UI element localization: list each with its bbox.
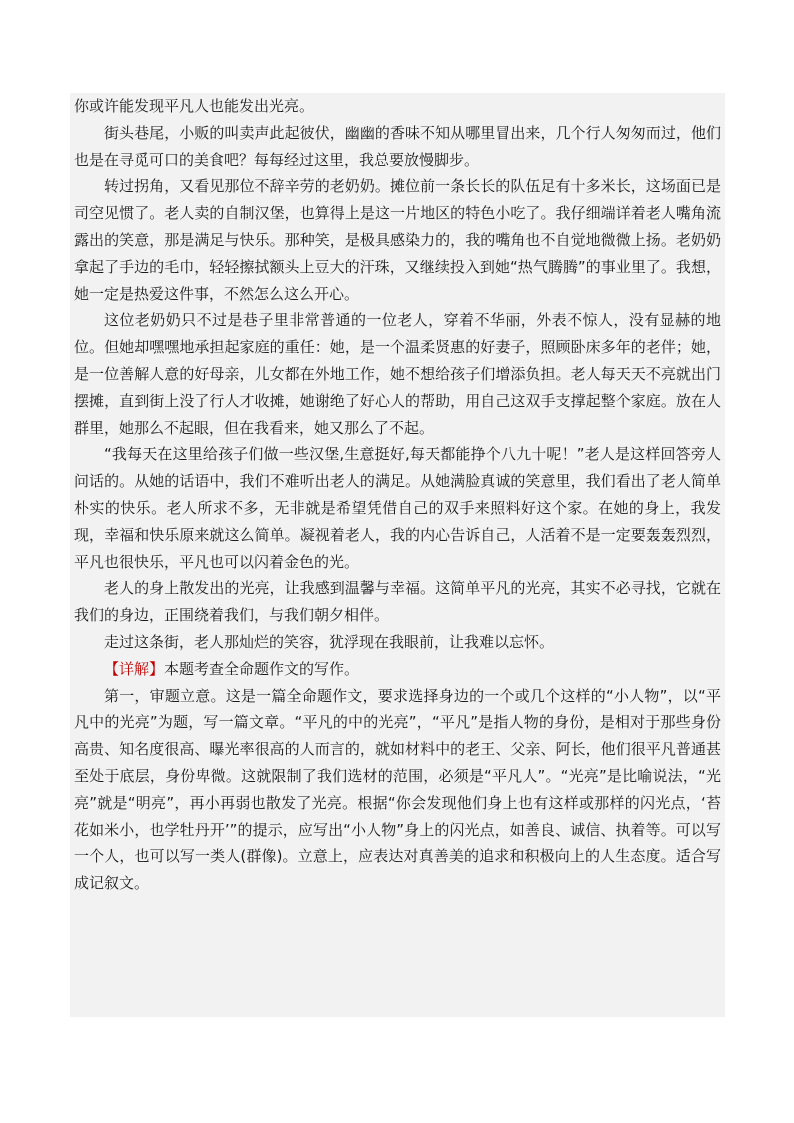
paragraph: 转过拐角，又看见那位不辞辛劳的老奶奶。摊位前一条长长的队伍足有十多米长，这场面已是司空见惯了。老人卖的自制汉堡，也算得上是这一片地区的特色小吃了。我仔细端详着老人嘴角流露出的笑意，那是满足与快乐。那种笑，是极具感染力的，我的嘴角也不自觉地微微上扬。老奶奶拿起了手边的毛巾，轻轻擦拭额头上豆大的汗珠，又继续投入到她“热气腾腾”的事业里了。我想，她一定是热爱这件事，不然怎么这么开心。	[74, 177, 721, 303]
paragraph: 这位老奶奶只不过是巷子里非常普通的一位老人，穿着不华丽，外表不惊人，没有显赫的地位。但她却嘿嘿地承担起家庭的重任：她，是一个温柔贤惠的好妻子，照顾卧床多年的老伴；她，是一位善解人意的好母亲，儿女都在外地工作，她不想给孩子们增添负担。老人每天天不亮就出门摆摊，直到街上没了行人才收摊，她谢绝了好心人的帮助，用自己这双手支撑起整个家庭。放在人群里，她那么不起眼，但在我看来，她又那么了不起。	[74, 311, 721, 437]
paragraph: 街头巷尾，小贩的叫卖声此起彼伏，幽幽的香味不知从哪里冒出来，几个行人匆匆而过，他们也是在寻觅可口的美食吧？每每经过这里，我总要放慢脚步。	[74, 123, 721, 169]
paragraph: 第一，审题立意。这是一篇全命题作文，要求选择身边的一个或几个这样的“小人物”，以“平凡中的光亮”为题，写一篇文章。“平凡的中的光亮”，“平凡”是指人物的身份，是相对于那些身份高贵、知名度很高、曝光率很高的人而言的，就如材料中的老王、父亲、阿长，他们很平凡普通甚至处于底层，身份卑微。这就限制了我们选材的范围，必须是“平凡人”。“光亮”是比喻说法，“光亮”就是“明亮”，再小再弱也散发了光亮。根据“你会发现他们身上也有这样或那样的闪光点，‘苔花如米小，也学牡丹开’”的提示，应写出“小人物”身上的闪光点，如善良、诚信、执着等。可以写一个人，也可以写一类人(群像)。立意上，应表达对真善美的追求和积极向上的人生态度。适合写成记叙文。	[74, 686, 721, 893]
paragraph: “我每天在这里给孩子们做一些汉堡,生意挺好,每天都能挣个八九十呢！”老人是这样回答旁人问话的。从她的话语中，我们不难听出老人的满足。从她满脸真诚的笑意里，我们看出了老人简单朴实的快乐。老人所求不多，无非就是希望凭借自己的双手来照料好这个家。在她的身上，我发现，幸福和快乐原来就这么简单。凝视着老人，我的内心告诉自己，人活着不是一定要轰轰烈烈，平凡也很快乐，平凡也可以闪着金色的光。	[74, 445, 721, 571]
detail-paragraph	[70, 656, 725, 683]
document-body	[70, 93, 725, 1017]
paragraph: 走过这条街，老人那灿烂的笑容，犹浮现在我眼前，让我难以忘怀。	[104, 632, 555, 651]
detail-tag: 【详解】	[104, 659, 165, 678]
detail-text: 本题考查全命题作文的写作。	[164, 659, 360, 678]
paragraph: 你或许能发现平凡人也能发出光亮。	[74, 97, 315, 115]
paragraph: 老人的身上散发出的光亮，让我感到温馨与幸福。这简单平凡的光亮，其实不必寻找，它就在我们的身边，正围绕着我们，与我们朝夕相伴。	[74, 579, 721, 625]
